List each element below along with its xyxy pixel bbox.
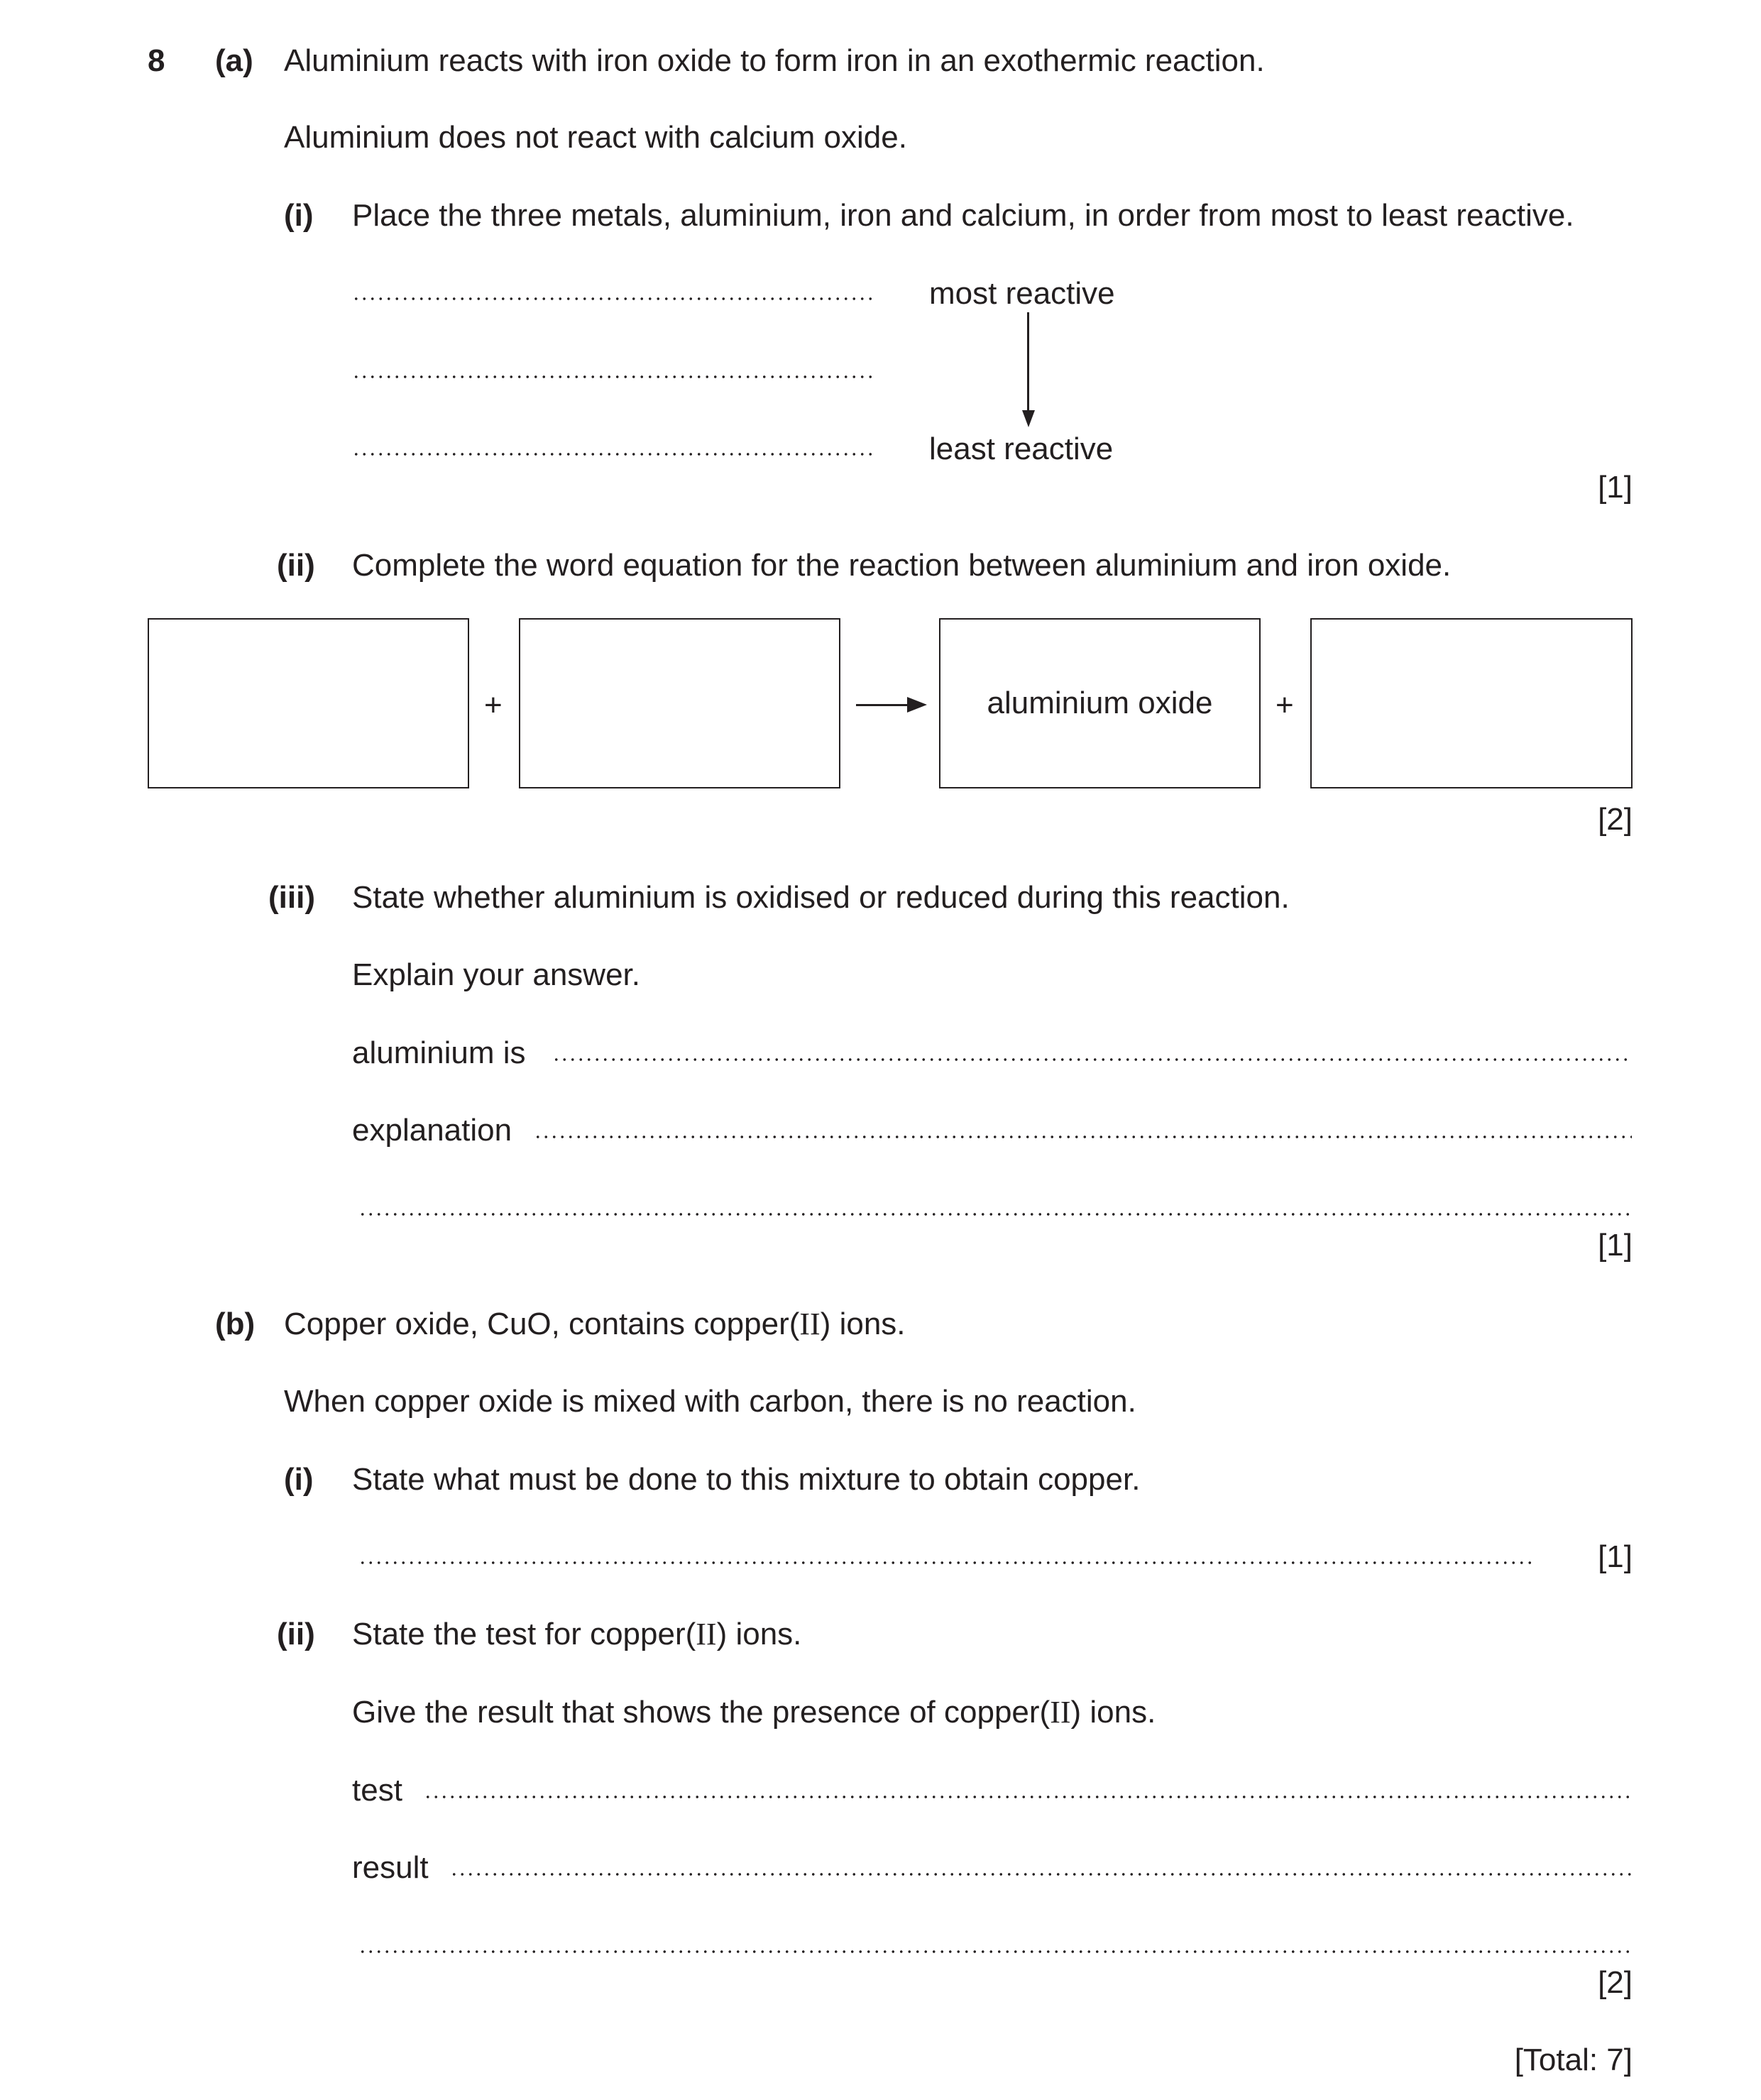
part-b-ii-text: State the test for copper(II) ions. [352, 1617, 802, 1651]
result-answer-line-1[interactable] [450, 1872, 1632, 1876]
part-b-ii-label: (ii) [277, 1617, 315, 1651]
part-b-i-text: State what must be done to this mixture to obtain copper. [352, 1462, 1141, 1497]
reactant-1-box[interactable] [148, 618, 469, 788]
part-a-ii-label: (ii) [277, 548, 315, 583]
part-a-i-text: Place the three metals, aluminium, iron and calcium, in order from most to least reactive. [352, 198, 1574, 233]
result-answer-line-2[interactable] [358, 1950, 1632, 1954]
product-1-box [939, 618, 1261, 788]
part-a-iii-text: State whether aluminium is oxidised or reduced during this reaction. [352, 880, 1290, 915]
reactant-2-box[interactable] [519, 618, 840, 788]
part-b-label: (b) [215, 1307, 256, 1341]
product-2-box[interactable] [1310, 618, 1633, 788]
explanation-answer-line-1[interactable] [534, 1135, 1632, 1139]
answer-line-middle-reactive[interactable] [352, 375, 872, 379]
part-a-ii-marks: [2] [1598, 802, 1633, 837]
part-b-ii-marks: [2] [1598, 1965, 1633, 2000]
part-a-intro-1: Aluminium reacts with iron oxide to form iron in an exothermic reaction. [284, 43, 1265, 78]
reaction-arrow-head [907, 697, 927, 713]
result-label: result [352, 1850, 429, 1885]
part-b-ii-text-2: Give the result that shows the presence of copper(II) ions. [352, 1695, 1156, 1730]
reaction-arrow-line [856, 704, 910, 706]
test-label: test [352, 1773, 402, 1808]
part-b-i-marks: [1] [1598, 1539, 1633, 1574]
part-a-label: (a) [215, 43, 253, 78]
plus-sign-1: + [484, 688, 503, 722]
part-a-iii-label: (iii) [268, 880, 315, 915]
part-b-i-answer-line[interactable] [358, 1561, 1537, 1565]
product-1-label: aluminium oxide [987, 686, 1213, 720]
plus-sign-2: + [1276, 688, 1294, 722]
part-a-i-marks: [1] [1598, 470, 1633, 505]
answer-line-most-reactive[interactable] [352, 297, 872, 301]
part-a-iii-text-2: Explain your answer. [352, 957, 640, 992]
answer-line-least-reactive[interactable] [352, 452, 872, 456]
part-b-intro-2: When copper oxide is mixed with carbon, there is no reaction. [284, 1384, 1136, 1419]
part-a-i-label: (i) [284, 198, 314, 233]
explanation-label: explanation [352, 1113, 512, 1148]
reactivity-arrow-head [1022, 410, 1035, 427]
part-a-iii-marks: [1] [1598, 1228, 1633, 1263]
aluminium-is-label: aluminium is [352, 1035, 526, 1070]
total-marks: [Total: 7] [1514, 2043, 1633, 2077]
part-b-i-label: (i) [284, 1462, 314, 1497]
most-reactive-label: most reactive [929, 276, 1115, 311]
reactivity-arrow-line [1027, 312, 1029, 412]
test-answer-line[interactable] [424, 1795, 1632, 1799]
part-a-ii-text: Complete the word equation for the reaction between aluminium and iron oxide. [352, 548, 1452, 583]
part-a-intro-2: Aluminium does not react with calcium oxide. [284, 120, 907, 155]
part-b-intro-1: Copper oxide, CuO, contains copper(II) ions. [284, 1307, 906, 1341]
least-reactive-label: least reactive [929, 431, 1114, 466]
explanation-answer-line-2[interactable] [358, 1212, 1632, 1216]
question-number: 8 [148, 43, 165, 78]
aluminium-is-answer-line[interactable] [552, 1057, 1632, 1062]
